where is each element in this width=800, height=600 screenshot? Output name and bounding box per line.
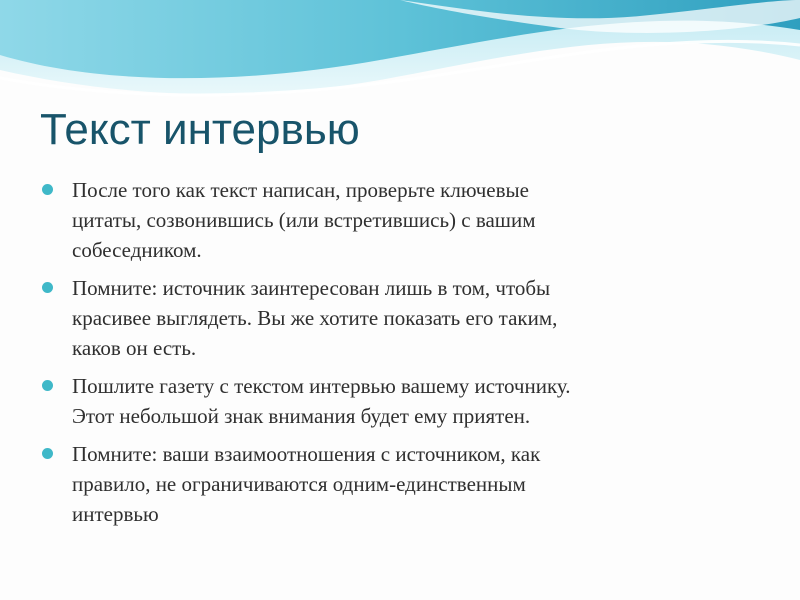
bullet-item xyxy=(42,439,762,529)
bullet-dot-icon xyxy=(42,448,53,459)
bullet-text: Пошлите газету с текстом интервью вашему источнику. Этот небольшой знак внимания будет ему приятен. xyxy=(72,374,571,428)
bullet-dot-icon xyxy=(42,184,53,195)
bullet-dot-icon xyxy=(42,282,53,293)
bullet-item xyxy=(42,175,762,265)
slide-title: Текст интервью xyxy=(40,105,360,154)
bullet-dot-icon xyxy=(42,380,53,391)
bullet-text: Помните: источник заинтересован лишь в том, чтобы красивее выглядеть. Вы же хотите показать его таким, каков он есть. xyxy=(72,276,558,360)
bullet-text: После того как текст написан, проверьте ключевые цитаты, созвонившись (или встретившись) с вашим собеседником. xyxy=(72,178,536,262)
wave-header-decoration xyxy=(0,0,800,110)
bullet-item xyxy=(42,371,762,431)
bullet-text: Помните: ваши взаимоотношения с источником, как правило, не ограничиваются одним-единственным интервью xyxy=(72,442,541,526)
bullet-item xyxy=(42,273,762,363)
bullet-list xyxy=(42,175,762,537)
